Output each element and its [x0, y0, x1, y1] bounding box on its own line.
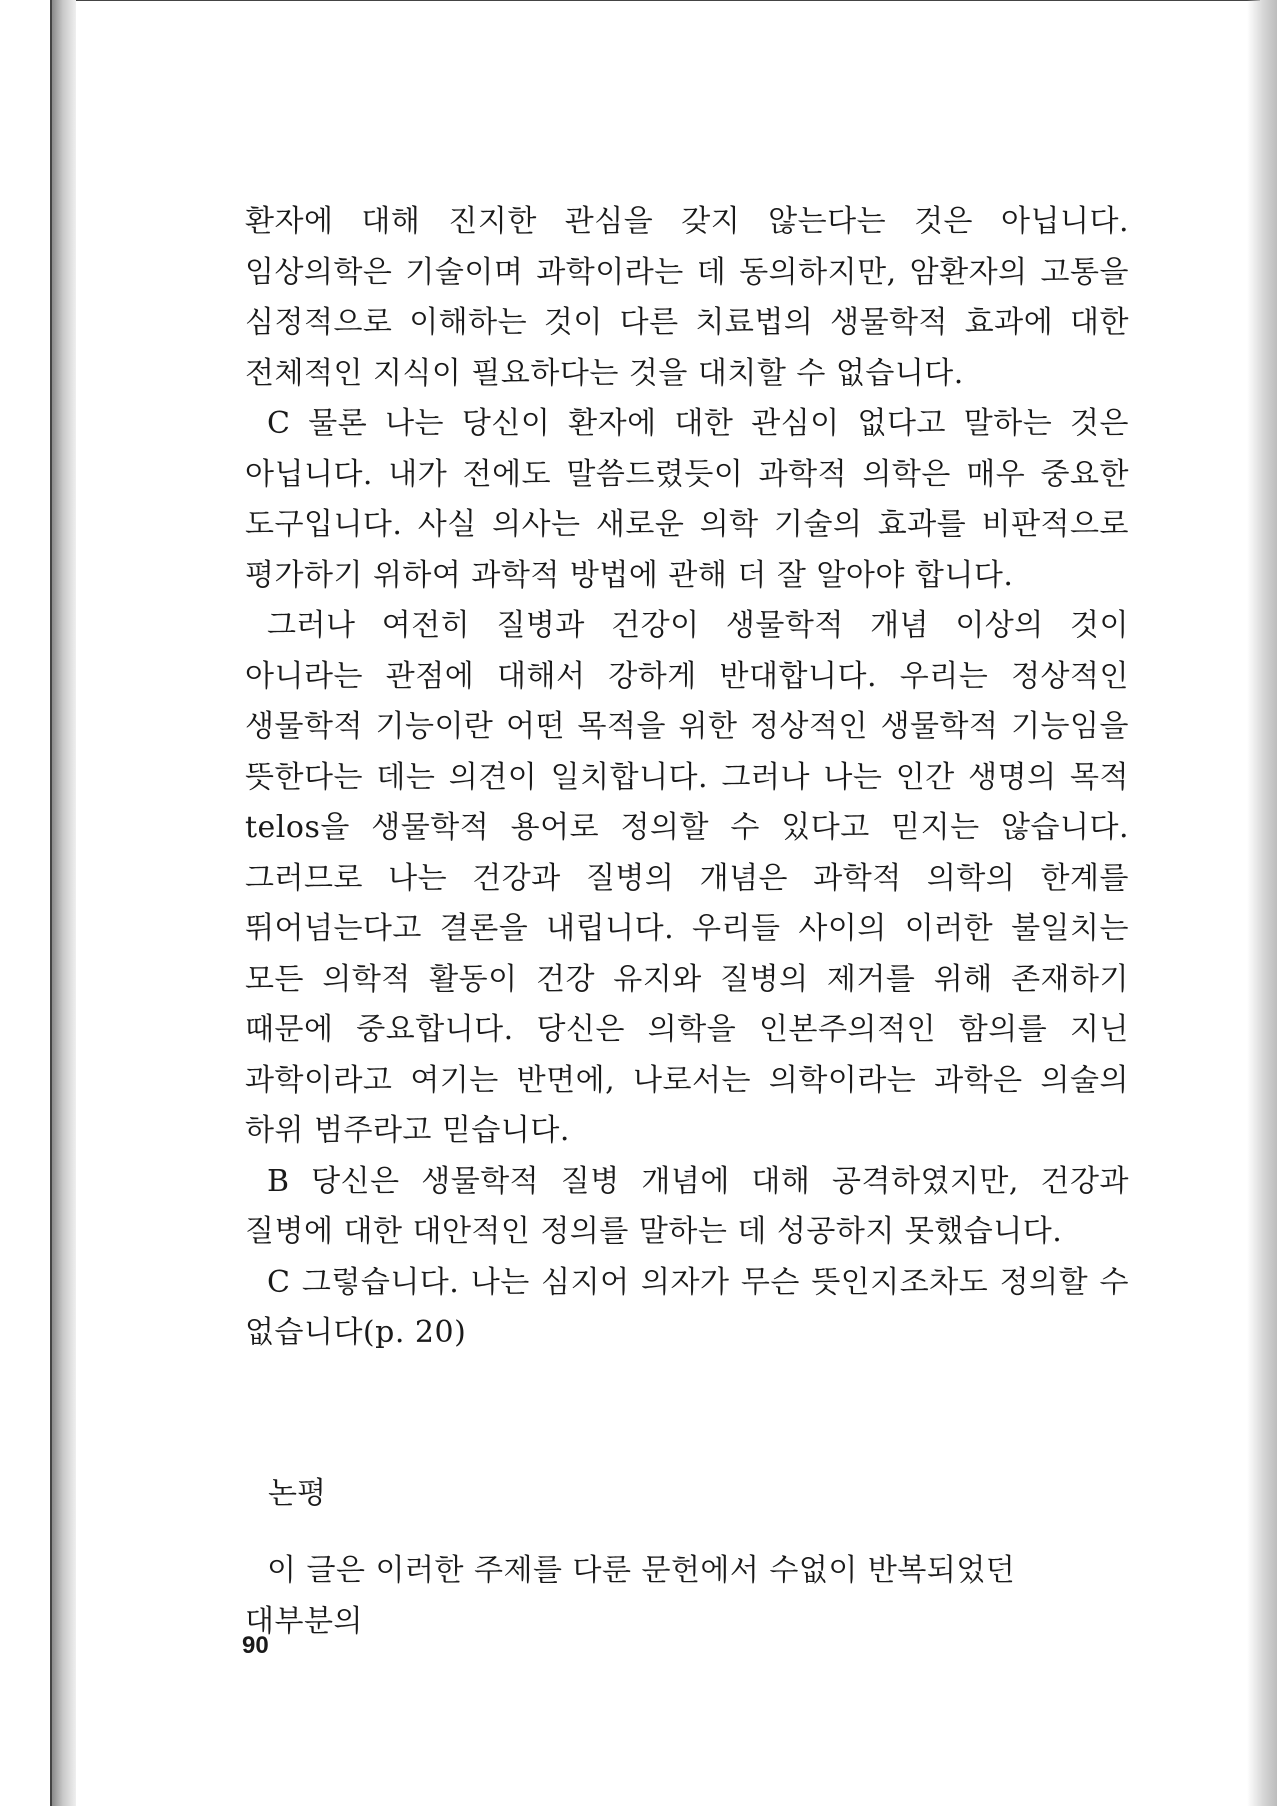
section-title: 논평	[268, 1476, 326, 1511]
book-spine	[50, 0, 76, 1806]
closing-paragraph: 이 글은 이러한 주제를 다룬 문헌에서 수없이 반복되었던 대부분의	[245, 1553, 1016, 1639]
paragraph-2: C 물론 나는 당신이 환자에 대한 관심이 없다고 말하는 것은 아닙니다. 내가 전에도 말씀드렸듯이 과학적 의학은 매우 중요한 도구입니다. 사실 의사는 새로운 의학 기술의 효과를 비판적으로 평가하기 위하여 과학적 방법에 관해 더 잘 알아야 합니다.	[245, 406, 1129, 593]
paragraph-3: 그러나 여전히 질병과 건강이 생물학적 개념 이상의 것이 아니라는 관점에 대해서 강하게 반대합니다. 우리는 정상적인 생물학적 기능이란 어떤 목적을 위한 정상적인 생물학적 기능임을 뜻한다는 데는 의견이 일치합니다. 그러나 나는 인간 생명의 목적 telos을 생물학적 용어로 정의할 수 있다고 믿지는 않습니다. 그러므로 나는 건강과 질병의 개념은 과학적 의학의 한계를 뛰어넘는다고 결론을 내립니다. 우리들 사이의 이러한 불일치는 모든 의학적 활동이 건강 유지와 질병의 제거를 위해 존재하기 때문에 중요합니다. 당신은 의학을 인본주의적인 함의를 지닌 과학이라고 여기는 반면에, 나로서는 의학이라는 과학은 의술의 하위 범주라고 믿습니다.	[245, 608, 1129, 1148]
body-text	[245, 197, 1129, 1359]
paragraph-1: 환자에 대해 진지한 관심을 갖지 않는다는 것은 아닙니다. 임상의학은 기술이며 과학이라는 데 동의하지만, 암환자의 고통을 심정적으로 이해하는 것이 다른 치료법의 생물학적 효과에 대한 전체적인 지식이 필요하다는 것을 대치할 수 없습니다.	[245, 204, 1129, 391]
paragraph-5: C 그렇습니다. 나는 심지어 의자가 무슨 뜻인지조차도 정의할 수 없습니다(p. 20)	[245, 1264, 1129, 1350]
page-number: 90	[242, 1632, 269, 1659]
page-edge-shadow	[1247, 0, 1277, 1806]
paragraph-4: B 당신은 생물학적 질병 개념에 대해 공격하였지만, 건강과 질병에 대한 대안적인 정의를 말하는 데 성공하지 못했습니다.	[245, 1163, 1129, 1249]
